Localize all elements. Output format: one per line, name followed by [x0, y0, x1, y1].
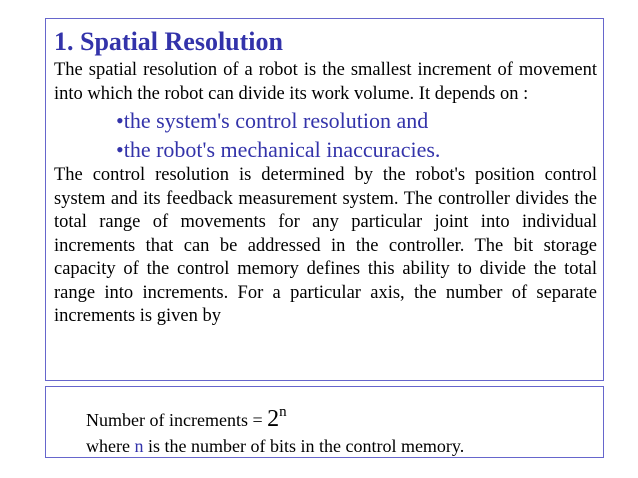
definition-prefix: where: [86, 436, 135, 456]
formula-lhs: Number of increments =: [86, 410, 268, 430]
formula-equation: [86, 399, 603, 433]
formula-panel: [45, 386, 604, 458]
bullet-item: [54, 135, 597, 164]
bullet-text: the robot's mechanical inaccuracies.: [123, 137, 441, 162]
bullet-item: [54, 106, 597, 135]
definition-suffix: is the number of bits in the control memory.: [143, 436, 465, 456]
bullet-list: [54, 106, 597, 164]
bullet-mark: •: [116, 137, 124, 162]
formula-base: 2: [267, 406, 280, 432]
formula-definition: [86, 433, 603, 459]
intro-paragraph: The spatial resolution of a robot is the smallest increment of movement into which the robot can divide its work volume. It depends on :: [54, 60, 597, 104]
content-panel: [45, 18, 604, 381]
body-paragraph: The control resolution is determined by the robot's position control system and its feedback measurement system. The controller divides the total range of movements for any particular joint into individual increments that can be addressed in the controller. The bit storage capacity of the control memory defines this ability to divide the total range into increments. For a particular axis, the number of separate increments is given by: [54, 165, 597, 326]
bullet-mark: •: [116, 108, 124, 133]
formula-exponent: n: [279, 404, 287, 420]
definition-variable: n: [134, 436, 144, 456]
slide-title: 1. Spatial Resolution: [54, 27, 283, 56]
bullet-text: the system's control resolution and: [123, 108, 429, 133]
